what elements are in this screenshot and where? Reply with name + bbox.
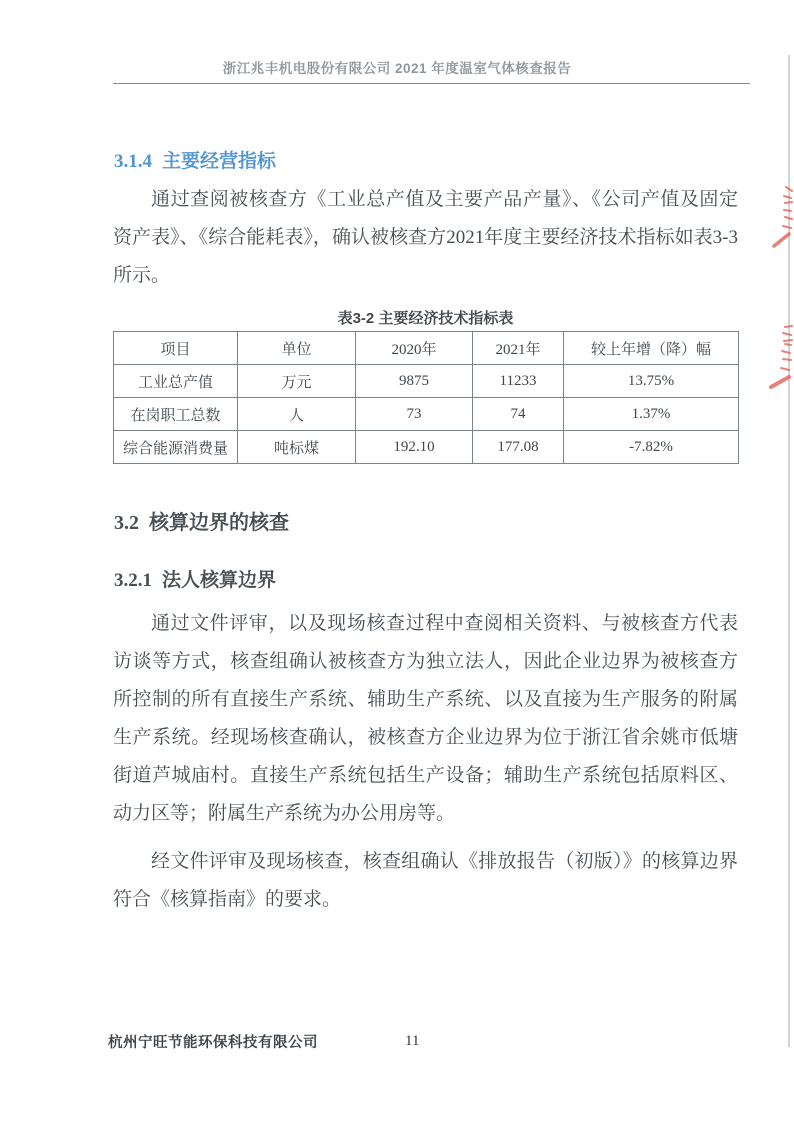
cell-2021: 74 [473,398,564,431]
cell-item: 综合能源消费量 [114,431,238,464]
paragraph-boundary-conclusion: 经文件评审及现场核查，核查组确认《排放报告（初版）》的核算边界符合《核算指南》的要求。 [113,851,738,910]
cell-item: 在岗职工总数 [114,398,238,431]
section-heading-3-1-4 [114,146,276,173]
table-caption: 表3-2 主要经济技术指标表 [337,310,514,327]
cell-2020: 9875 [356,365,473,398]
cell-change: 1.37% [564,398,739,431]
cell-unit: 万元 [238,365,356,398]
cell-unit: 人 [238,398,356,431]
cell-2021: 11233 [473,365,564,398]
section-title: 法人核算边界 [162,569,277,591]
table-header-row [114,332,739,365]
running-header-title: 浙江兆丰机电股份有限公司 2021 年度温室气体核查报告 [222,61,572,76]
red-stamp-fragment-icon [768,323,793,393]
col-header-change: 较上年增（降）幅 [564,332,739,365]
section-number: 3.2 [114,511,139,534]
table-row [114,431,739,464]
cell-unit: 吨标煤 [238,431,356,464]
section-number: 3.1.4 [114,150,152,172]
red-stamp-fragment-icon [770,184,793,252]
cell-2021: 177.08 [473,431,564,464]
section-heading-3-2-1 [114,565,276,592]
section-number: 3.2.1 [114,569,152,591]
cell-2020: 192.10 [356,431,473,464]
header-rule [113,83,750,84]
section-heading-3-2 [114,506,289,535]
page-number: 11 [405,1033,420,1049]
col-header-unit: 单位 [238,332,356,365]
footer-company-name: 杭州宁旺节能环保科技有限公司 [108,1035,318,1051]
table-row [114,365,739,398]
col-header-2020: 2020年 [356,332,473,365]
cell-change: 13.75% [564,365,739,398]
section-title: 核算边界的核查 [149,511,289,534]
paragraph-economic-indicators: 通过查阅被核查方《工业总产值及主要产品产量》、《公司产值及固定资产表》、《综合能耗表》，确认被核查方2021年度主要经济技术指标如表3-3所示。 [113,189,738,286]
running-header [0,57,794,77]
economic-indicators-table [113,331,739,464]
col-header-2021: 2021年 [473,332,564,365]
paragraph-legal-boundary: 通过文件评审，以及现场核查过程中查阅相关资料、与被核查方代表访谈等方式，核查组确认被核查方为独立法人，因此企业边界为被核查方所控制的所有直接生产系统、辅助生产系统、以及直接为生产服务的附属生产系统。经现场核查确认，被核查方企业边界为位于浙江省余姚市低塘街道芦城庙村。直接生产系统包括生产设备；辅助生产系统包括原料区、动力区等；附属生产系统为办公用房等。 [113,613,738,824]
col-header-item: 项目 [114,332,238,365]
cell-change: -7.82% [564,431,739,464]
table-row [114,398,739,431]
section-title: 主要经营指标 [162,150,277,172]
cell-item: 工业总产值 [114,365,238,398]
cell-2020: 73 [356,398,473,431]
